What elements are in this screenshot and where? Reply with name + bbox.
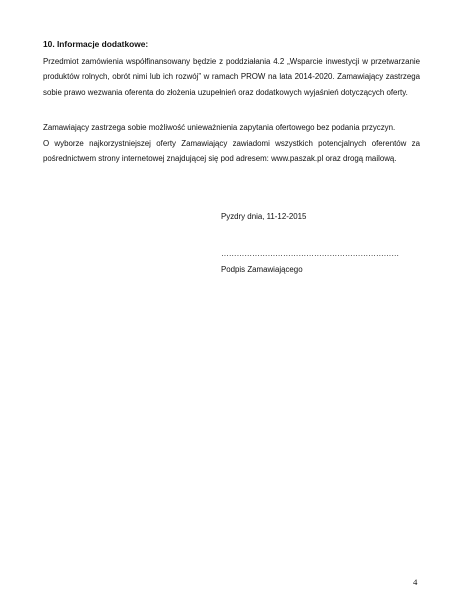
signature-place-date: Pyzdry dnia, 11-12-2015: [221, 212, 307, 221]
signature-label: Podpis Zamawiającego: [221, 265, 303, 274]
paragraph-selection-notice: O wyborze najkorzystniejszej oferty Zamawiający zawiadomi wszystkich potencjalnych oferentów za pośrednictwem strony internetowej znajdującej się pod adresem: www.paszak.pl oraz drogą mailową.: [43, 139, 420, 164]
signature-line: ……………………………………………………………: [221, 249, 400, 258]
section-heading: 10. Informacje dodatkowe:: [43, 39, 149, 49]
page-number: 4: [413, 577, 418, 587]
paragraph-funding-info: Przedmiot zamówienia współfinansowany będzie z poddziałania 4.2 „Wsparcie inwestycji w przetwarzanie produktów rolnych, obrót nimi lub ich rozwój” w ramach PROW na lata 2014-2020. Zamawiający zastrzega sobie prawo wezwania oferenta do złożenia uzupełnień oraz dodatkowych wyjaśnień dotyczących oferty.: [43, 57, 420, 97]
paragraph-cancellation-right: Zamawiający zastrzega sobie możliwość unieważnienia zapytania ofertowego bez podania przyczyn.: [43, 123, 396, 132]
